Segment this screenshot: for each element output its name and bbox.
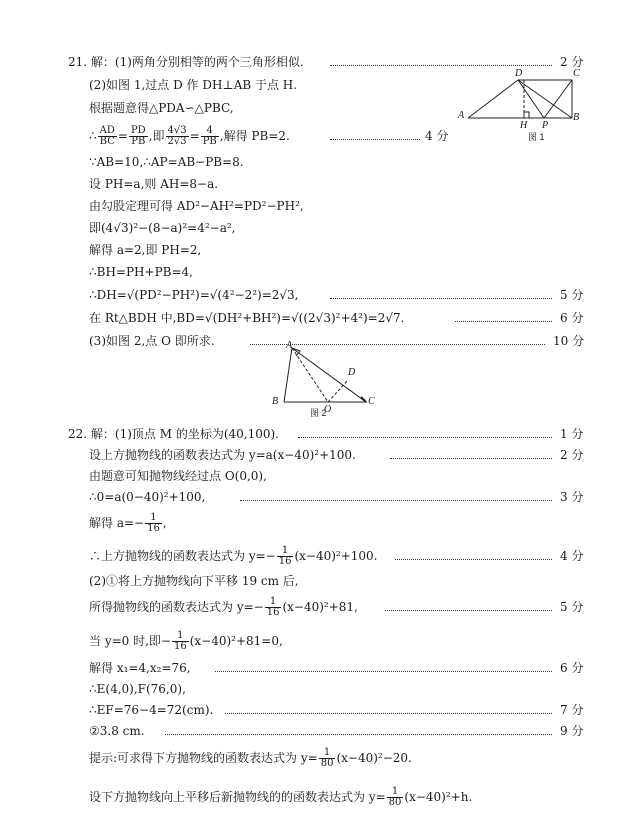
- q22-text: 设上方抛物线的函数表达式为 y=a(x−40)²+100.: [89, 448, 356, 462]
- q21-part1-text: 21. 解：(1)两角分别相等的两个三角形相似.: [68, 55, 304, 69]
- leader-dots: [395, 559, 552, 560]
- leader-dots: [330, 298, 552, 299]
- q21-text: ∴DH=√(PD²−PH²)=√(4²−2²)=2√3,: [89, 288, 299, 302]
- point-label: B: [573, 112, 580, 123]
- leader-dots: [215, 671, 552, 672]
- figure-1: [458, 68, 583, 142]
- q22-text: 当 y=0 时,即− $\frac{1}{16}$ (x−40)²+81=0,: [89, 630, 283, 652]
- q21-text: 在 Rt△BDH 中,BD=√(DH²+BH²)=√((2√3)²+4²)=2√7.: [89, 311, 405, 325]
- q21-line-8: [0, 216, 644, 240]
- q21-line-5: [0, 150, 644, 174]
- score-label: 2 分: [560, 55, 584, 69]
- q22-text: ∴E(4,0),F(76,0),: [89, 682, 186, 696]
- score-label: 5 分: [560, 600, 584, 614]
- figure-caption: 图 1: [528, 132, 545, 142]
- q22-line-9: [0, 626, 644, 656]
- fraction: $\frac{1}{16}$: [147, 512, 160, 534]
- q22-hint-text: 设下方抛物线向上平移后新抛物线的的函数表达式为 y= $\frac{1}{80}$ (x−40)²+h.: [89, 786, 473, 808]
- q22-line-8: [0, 592, 644, 622]
- figure-caption: 图 2: [310, 408, 327, 418]
- point-label: D: [515, 68, 523, 79]
- leader-dots: [390, 458, 552, 459]
- score-label: 10 分: [553, 334, 585, 348]
- point-label: A: [286, 340, 293, 351]
- q22-line-14: [0, 743, 644, 773]
- leader-dots: [165, 734, 552, 735]
- leader-dots: [330, 65, 552, 66]
- score-label: 9 分: [560, 724, 584, 738]
- point-label: B: [272, 396, 279, 407]
- q21-line-6: [0, 172, 644, 196]
- q21-line-10: [0, 260, 644, 284]
- score-label: 2 分: [560, 448, 584, 462]
- leader-dots: [385, 610, 552, 611]
- q22-line-13: [0, 719, 644, 743]
- score-label: 1 分: [560, 427, 584, 441]
- q22-text: 解得 a=− $\frac{1}{16}$ ,: [89, 512, 167, 534]
- q21-text: (3)如图 2,点 O 即所求.: [89, 334, 215, 348]
- score-label: 5 分: [560, 288, 584, 302]
- fraction: $\frac{4√3}{2√3}$: [167, 125, 187, 147]
- q21-text: 设 PH=a,则 AH=8−a.: [89, 177, 219, 191]
- q21-text: 即(4√3)²−(8−a)²=4²−a²,: [89, 221, 236, 235]
- q21-text: ∵AB=10,∴AP=AB−PB=8.: [89, 155, 244, 169]
- point-label: C: [573, 68, 580, 79]
- q22-text: 所得抛物线的函数表达式为 y=− $\frac{1}{16}$ (x−40)²+81,: [89, 596, 358, 618]
- figure-1-drawing: [458, 72, 583, 142]
- leader-dots: [240, 500, 552, 501]
- q21-text: 根据题意得△PDA∽△PBC,: [89, 101, 234, 115]
- q22-text: 由题意可知抛物线经过点 O(0,0),: [89, 469, 267, 483]
- q21-text: ∴BH=PH+PB=4,: [89, 265, 193, 279]
- q21-line-1: [0, 50, 644, 74]
- q22-hint-text: 提示:可求得下方抛物线的函数表达式为 y= $\frac{1}{80}$ (x−40)²−20.: [89, 747, 412, 769]
- q22-text: 22. 解：(1)顶点 M 的坐标为(40,100).: [68, 427, 279, 441]
- q22-line-4: [0, 485, 644, 509]
- score-label: 4 分: [425, 129, 449, 143]
- q21-line-12: [0, 306, 644, 330]
- q22-text: ②3.8 cm.: [89, 724, 145, 738]
- score-label: 3 分: [560, 490, 584, 504]
- point-label: A: [458, 110, 465, 121]
- q21-line-11: [0, 283, 644, 307]
- q22-text: ∴0=a(0−40)²+100,: [89, 490, 206, 504]
- figure-2: [270, 340, 380, 420]
- leader-dots: [298, 437, 552, 438]
- q21-text: (2)如图 1,过点 D 作 DH⊥AB 于点 H.: [89, 78, 298, 92]
- point-label: H: [520, 120, 528, 131]
- fraction: $\frac{1}{16}$: [266, 596, 280, 618]
- q21-text: 解得 a=2,即 PH=2,: [89, 243, 202, 257]
- q22-line-5: [0, 508, 644, 538]
- fraction: $\frac{1}{80}$: [388, 786, 402, 808]
- score-label: 6 分: [560, 311, 584, 325]
- q22-text: 解得 x₁=4,x₂=76,: [89, 661, 191, 675]
- fraction: $\frac{1}{16}$: [278, 545, 292, 567]
- fraction: $\frac{4}{PB}$: [202, 125, 217, 147]
- leader-dots: [330, 139, 420, 140]
- score-label: 6 分: [560, 661, 584, 675]
- fraction: $\frac{AD}{BC}$: [99, 125, 115, 147]
- leader-dots: [455, 321, 552, 322]
- q22-line-15: [0, 782, 644, 812]
- q22-line-6: [0, 541, 644, 571]
- point-label: P: [542, 120, 549, 131]
- q22-text: ∴上方抛物线的函数表达式为 y=− $\frac{1}{16}$ (x−40)²+100.: [89, 545, 378, 567]
- leader-dots: [225, 713, 552, 714]
- fraction: $\frac{1}{80}$: [320, 747, 334, 769]
- q21-line-9: [0, 238, 644, 262]
- q21-text: 由勾股定理可得 AD²−AH²=PD²−PH²,: [89, 199, 304, 213]
- q22-line-7: [0, 569, 644, 593]
- point-label: O: [324, 404, 332, 415]
- q21-proportion-text: ∴ $\frac{AD}{BC}$ = $\frac{PD}{PB}$ ,即 $\frac{4√3}{2√3}$ = $\frac{4}{PB}$ ,解得 PB=2.: [89, 125, 290, 147]
- q22-text: (2)①将上方抛物线向下平移 19 cm 后,: [89, 574, 299, 588]
- fraction: $\frac{PD}{PB}$: [130, 125, 146, 147]
- q22-text: ∴EF=76−4=72(cm).: [89, 703, 214, 717]
- score-label: 4 分: [560, 549, 584, 563]
- q21-line-7: [0, 194, 644, 218]
- fraction: $\frac{1}{16}$: [173, 630, 187, 652]
- score-label: 7 分: [560, 703, 584, 717]
- point-label: D: [348, 367, 356, 378]
- point-label: C: [368, 396, 375, 407]
